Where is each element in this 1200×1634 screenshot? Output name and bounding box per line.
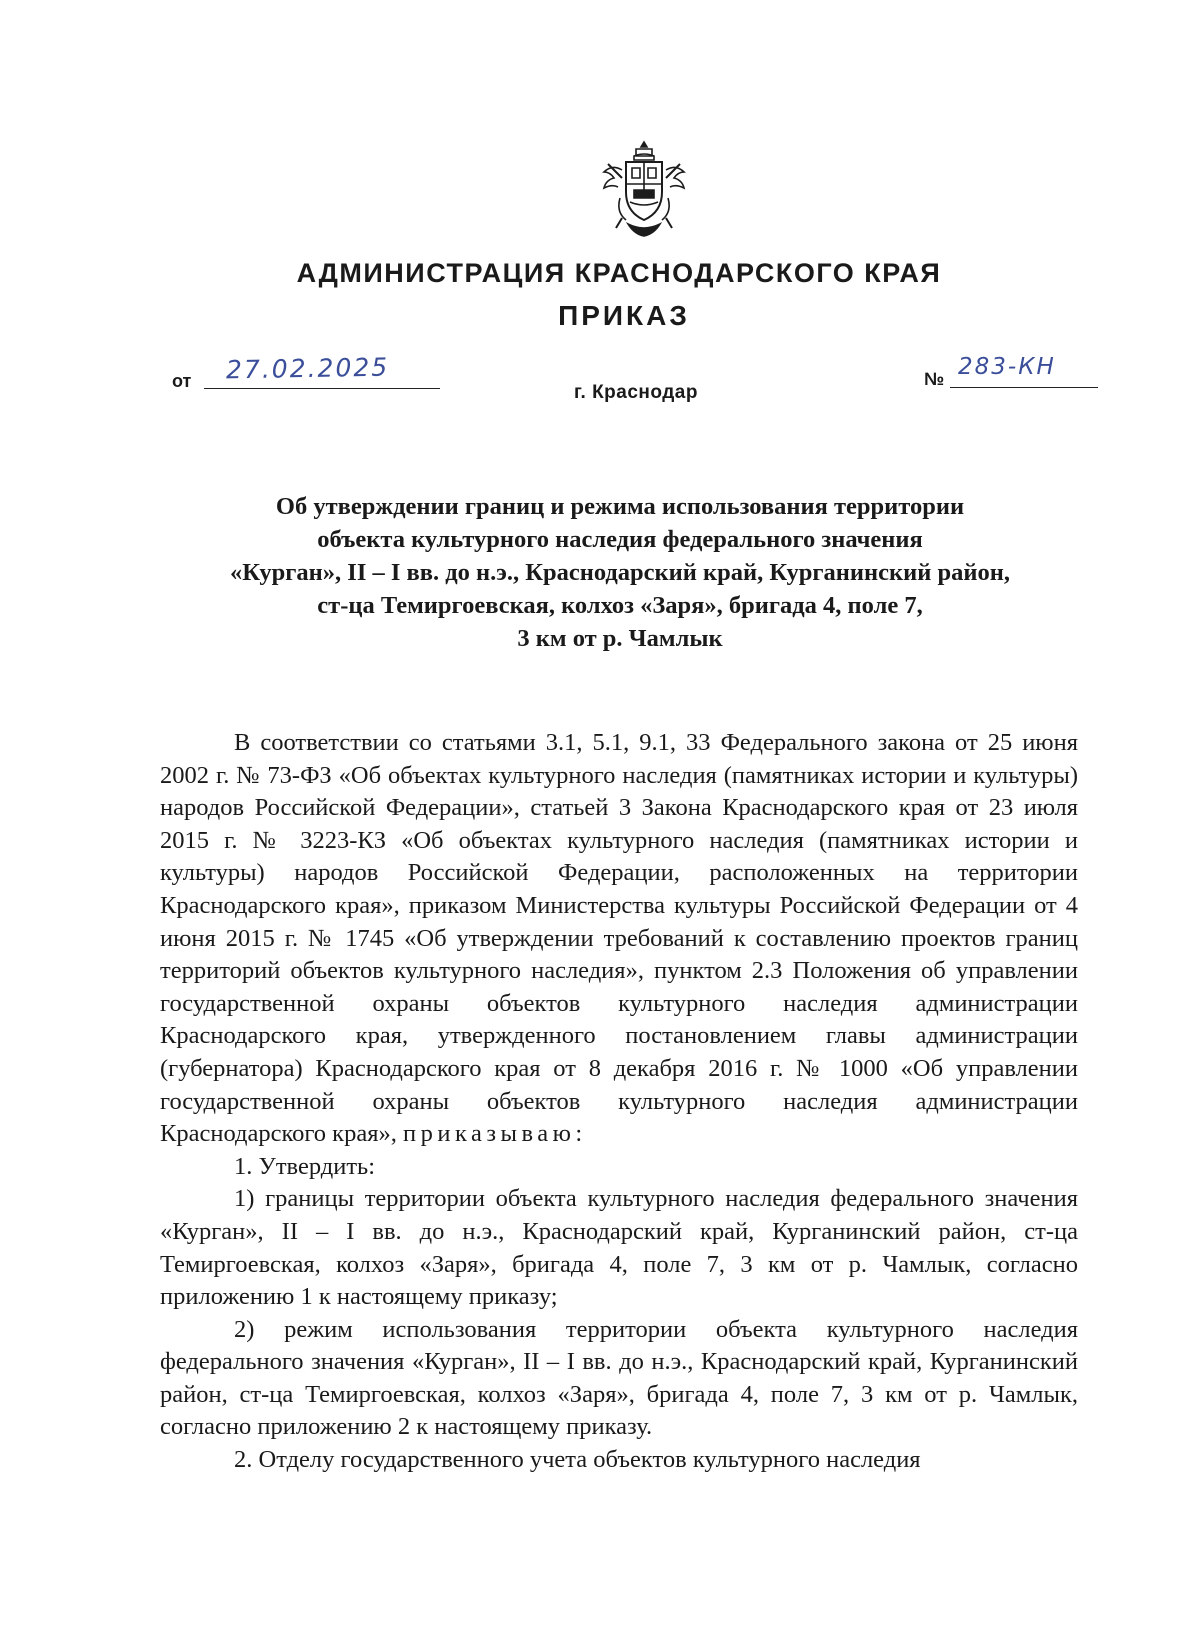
title-line: Об утверждении границ и режима использования территории [275,493,965,520]
handwritten-number: 283-КН [958,354,1056,380]
coat-of-arms-icon [600,140,688,240]
order-item: 2) режим использования территории объекта культурного наследия федерального значения «Курган», II – I вв. до н.э., Краснодарский край, Курганинский район, ст-ца Темиргоевская, колхоз «Заря», бригада 4, поле 7, 3 км от р. Чамлык, согласно приложению 2 к настоящему приказу. [160,1315,1078,1441]
preamble-paragraph [160,727,1078,1151]
document-body [160,727,1078,1477]
order-item: 1) границы территории объекта культурного наследия федерального значения «Курган», II – I вв. до н.э., Краснодарский край, Курганинский район, ст-ца Темиргоевская, колхоз «Заря», бригада 4, поле 7, 3 км от р. Чамлык, согласно приложению 1 к настоящему приказу; [160,1185,1078,1311]
order-item: 2. Отделу государственного учета объектов культурного наследия [234,1446,921,1474]
number-sign: № [924,369,945,389]
date-prefix: от [172,371,192,391]
order-item: 1. Утвердить: [234,1152,376,1180]
title-line: объекта культурного наследия федерального значения [317,526,923,553]
document-title [160,490,1080,655]
title-line: ст-ца Темиргоевская, колхоз «Заря», бригада 4, поле 7, [317,592,923,619]
organization-name: АДМИНИСТРАЦИЯ КРАСНОДАРСКОГО КРАЯ [296,258,942,288]
order-word: приказываю: [402,1120,587,1148]
city: г. Краснодар [574,382,698,403]
title-line: «Курган», II – I вв. до н.э., Краснодарский край, Курганинский район, [230,559,1010,586]
title-line: 3 км от р. Чамлык [517,625,723,652]
preamble-text: В соответствии со статьями 3.1, 5.1, 9.1, 33 Федерального закона от 25 июня 2002 г. № 73-ФЗ «Об объектах культурного наследия (памятниках истории и культуры) народов Российской Федерации», статьей 3 Закона Краснодарского края от 23 июля 2015 г. № 3223-КЗ «Об объектах культурного наследия (памятниках истории и культуры) народов Российской Федерации, расположенных на территории Краснодарского края», приказом Министерства культуры Российской Федерации от 4 июня 2015 г. № 1745 «Об утверждении требований к составлению проектов границ территорий объектов культурного наследия», пунктом 2.3 Положения об управлении государственной охраны объектов культурного наследия администрации Краснодарского края, утвержденного постановлением главы администрации (губернатора) Краснодарского края от 8 декабря 2016 г. № 1000 «Об управлении государственной охраны объектов культурного наследия администрации Краснодарского края», [160,729,1078,1148]
handwritten-date: 27.02.2025 [225,352,390,385]
document-type: ПРИКАЗ [558,300,690,331]
